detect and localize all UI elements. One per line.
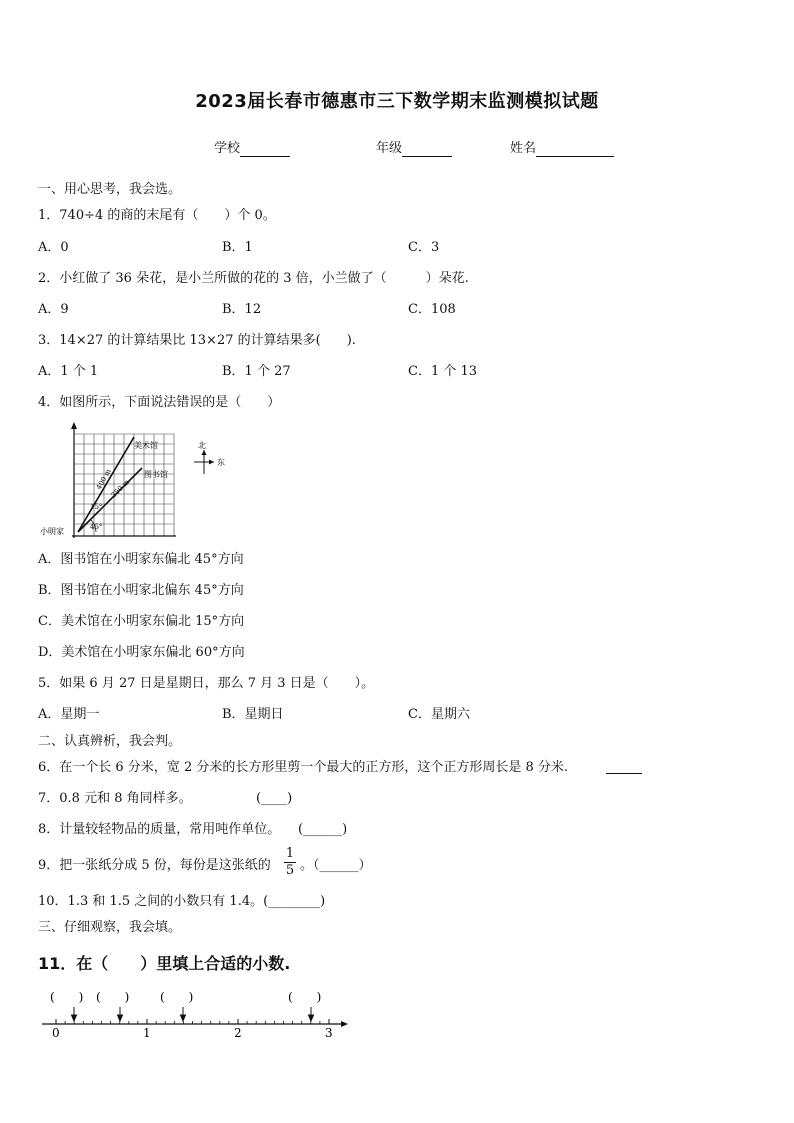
q4-option-c[interactable]: C．美术馆在小明家东偏北 15°方向 xyxy=(38,614,245,629)
q5-stem: 5．如果 6 月 27 日是星期日，那么 7 月 3 日是（ ）。 xyxy=(38,676,375,691)
q8-text: 8．计量较轻物品的质量，常用吨作单位。 xyxy=(38,822,281,837)
q5-option-c[interactable]: C．星期六 xyxy=(408,707,470,722)
q9-fraction-denominator: 5 xyxy=(285,863,295,878)
compass-icon xyxy=(194,450,214,474)
q2-option-a[interactable]: A．9 xyxy=(38,302,69,317)
q7-answer-blank[interactable]: (____) xyxy=(256,791,293,806)
section-3-heading: 三、仔细观察，我会填。 xyxy=(38,920,182,935)
q4-stem: 4．如图所示，下面说法错误的是（ ） xyxy=(38,395,281,410)
label-east: 东 xyxy=(217,458,225,467)
q2-option-b[interactable]: B．12 xyxy=(222,302,262,317)
name-blank[interactable] xyxy=(536,142,614,157)
q3-option-c[interactable]: C．1 个 13 xyxy=(408,364,478,379)
label-home: 小明家 xyxy=(40,527,64,536)
q2-option-c[interactable]: C．108 xyxy=(408,302,456,317)
grade-blank[interactable] xyxy=(402,142,452,157)
q6-text: 6．在一个长 6 分米，宽 2 分米的长方形里剪一个最大的正方形，这个正方形周长是 8 分米. xyxy=(38,760,569,775)
grade-label: 年级 xyxy=(376,141,403,156)
q3-stem: 3．14×27 的计算结果比 13×27 的计算结果多( ). xyxy=(38,333,356,348)
q11-blank-1[interactable]: ( ) xyxy=(50,990,84,1004)
q11-stem: 11．在（ ）里填上合适的小数. xyxy=(38,954,291,973)
q2-stem: 2．小红做了 36 朵花，是小兰所做的花的 3 倍，小兰做了（ ）朵花. xyxy=(38,271,469,286)
school-field xyxy=(214,141,290,157)
pointer-arrows xyxy=(72,1007,314,1021)
q10-text: 10．1.3 和 1.5 之间的小数只有 1.4。(________) xyxy=(38,894,326,909)
section-2-heading: 二、认真辨析，我会判。 xyxy=(38,734,182,749)
q11-blank-2[interactable]: ( ) xyxy=(96,990,130,1004)
section-1-heading: 一、用心思考，我会选。 xyxy=(38,182,182,197)
school-label: 学校 xyxy=(214,141,241,156)
page-title: 2023届长春市德惠市三下数学期末监测模拟试题 xyxy=(195,91,599,112)
q7-text: 7．0.8 元和 8 角同样多。 xyxy=(38,791,192,806)
tick-label-0: 0 xyxy=(52,1026,60,1040)
label-library: 图书馆 xyxy=(144,470,168,479)
q1-option-c[interactable]: C．3 xyxy=(408,240,440,255)
q8-answer-blank[interactable]: (______) xyxy=(298,822,348,837)
q4-option-d[interactable]: D．美术馆在小明家东偏北 60°方向 xyxy=(38,645,245,660)
label-dist-library: 350 m xyxy=(109,478,132,500)
q6-answer-blank[interactable] xyxy=(606,773,642,774)
q1-stem: 1．740÷4 的商的末尾有（ ）个 0。 xyxy=(38,208,276,223)
label-angle-45: 45° xyxy=(90,523,103,531)
name-field xyxy=(510,141,614,157)
tick-label-1: 1 xyxy=(143,1026,151,1040)
q4-option-a[interactable]: A．图书馆在小明家东偏北 45°方向 xyxy=(38,552,244,567)
label-angle-15: 15° xyxy=(90,503,103,511)
q5-option-a[interactable]: A．星期一 xyxy=(38,707,100,722)
q9-fraction-numerator: 1 xyxy=(285,846,295,861)
direction-figure xyxy=(38,420,238,545)
q3-option-a[interactable]: A．1 个 1 xyxy=(38,364,99,379)
school-blank[interactable] xyxy=(240,142,290,157)
q1-option-a[interactable]: A．0 xyxy=(38,240,69,255)
number-line-arrow xyxy=(341,1021,348,1027)
grade-field xyxy=(376,141,452,157)
label-north: 北 xyxy=(198,441,206,450)
q5-option-b[interactable]: B．星期日 xyxy=(222,707,284,722)
q9-text: 9．把一张纸分成 5 份，每份是这张纸的 xyxy=(38,858,271,873)
name-label: 姓名 xyxy=(510,141,537,156)
number-line xyxy=(38,986,358,1042)
q11-blank-3[interactable]: ( ) xyxy=(160,990,194,1004)
tick-label-3: 3 xyxy=(325,1026,333,1040)
tick-label-2: 2 xyxy=(234,1026,242,1040)
q3-option-b[interactable]: B．1 个 27 xyxy=(222,364,291,379)
q11-blank-4[interactable]: ( ) xyxy=(288,990,322,1004)
q9-fraction xyxy=(284,847,296,878)
axis-y-arrow xyxy=(71,422,77,429)
q1-option-b[interactable]: B．1 xyxy=(222,240,253,255)
q4-option-b[interactable]: B．图书馆在小明家北偏东 45°方向 xyxy=(38,583,244,598)
label-dist-museum: 400 m xyxy=(94,467,113,491)
q9-answer-blank[interactable]: 。（______） xyxy=(300,858,372,873)
label-museum: 美术馆 xyxy=(134,441,158,450)
